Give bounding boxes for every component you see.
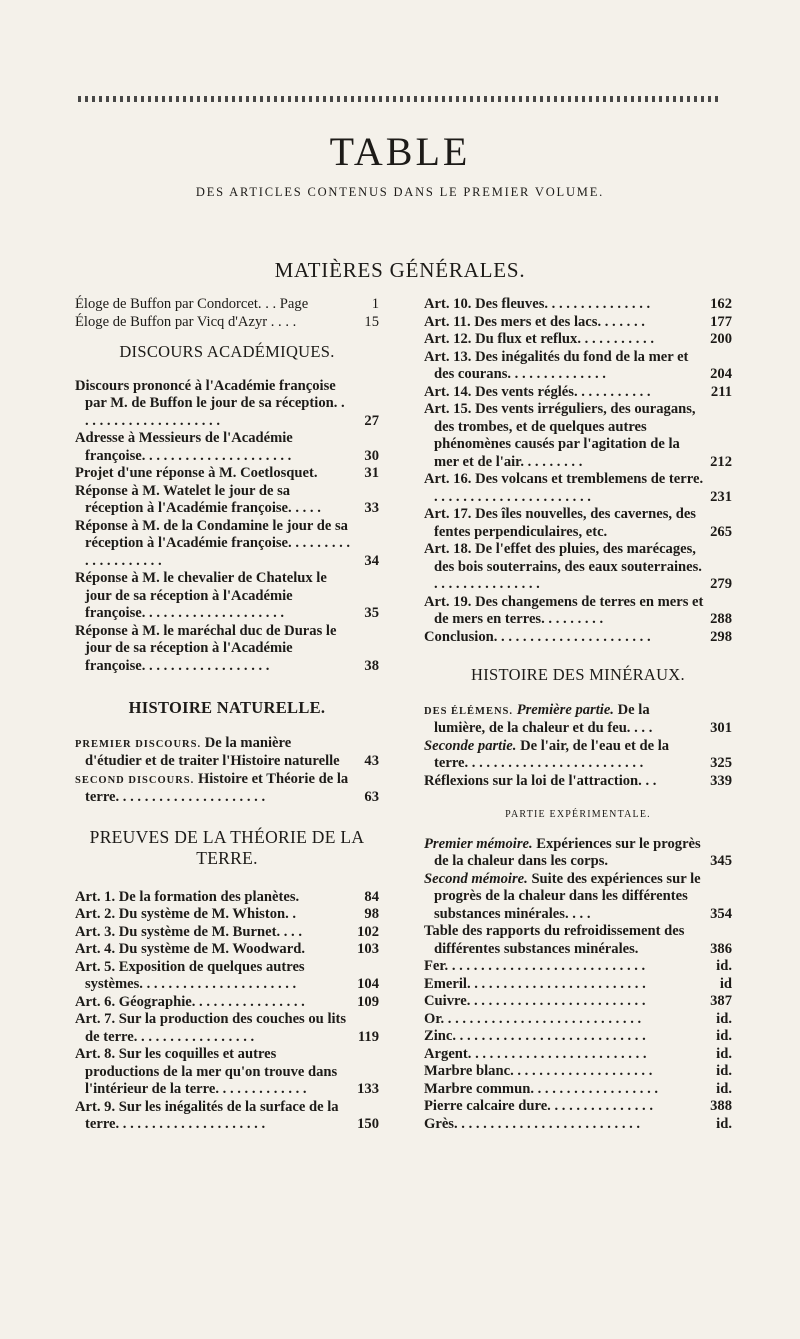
entry-text — [75, 465, 351, 483]
entry-text — [424, 836, 704, 871]
entry-page-number: 98 — [364, 906, 379, 922]
entry-text — [75, 1099, 351, 1134]
entry-page-number: id. — [716, 1115, 732, 1132]
entry-text — [424, 296, 704, 314]
toc-entry — [75, 296, 379, 314]
entry-page-number: 109 — [357, 993, 379, 1010]
entry-text — [75, 430, 351, 465]
entry-page-number: 386 — [710, 940, 732, 957]
entry-text — [424, 958, 704, 976]
toc-entry — [75, 465, 379, 483]
entry-title: Art. 8. Sur les coquilles et autres productions de la mer qu'on trouve dans l'intérieur de la terre. . . . . . . . . . . . . — [75, 1046, 338, 1097]
entry-text — [75, 994, 351, 1012]
entry-text — [424, 594, 704, 629]
entry-title: Art. 2. Du système de M. Whiston. . — [75, 906, 297, 922]
entry-page-number: 204 — [710, 366, 732, 382]
toc-entry — [424, 871, 732, 924]
entry-page-number: 150 — [357, 1116, 379, 1132]
toc-entry — [75, 314, 379, 332]
toc-entry — [424, 506, 732, 541]
entry-text — [424, 1046, 704, 1064]
entry-text — [75, 1046, 351, 1099]
entry-text — [75, 735, 351, 771]
entry-title: Art. 13. Des inégalités du fond de la mer et des courans. . . . . . . . . . . . . . — [424, 348, 689, 382]
entry-text — [424, 773, 704, 791]
entry-text — [75, 941, 351, 959]
entry-text — [75, 906, 351, 924]
entry-page-number: id. — [716, 958, 732, 974]
entry-part: Premier mémoire. — [424, 835, 533, 852]
toc-entry — [424, 401, 732, 471]
entry-text — [424, 384, 704, 402]
entry-title: Réflexions sur la loi de l'attraction. . . — [424, 772, 657, 789]
entry-lead: PREMIER DISCOURS. — [75, 738, 202, 750]
entry-title: Histoire et Théorie de la terre. . . . . . . . . . . . . . . . . . . . . — [85, 770, 349, 805]
entry-title: Réponse à M. de la Condamine le jour de sa réception à l'Académie françoise. . . . . . . . . . . . . . . . . . . . — [75, 517, 351, 569]
entry-page-number: 103 — [357, 941, 379, 957]
entry-text — [424, 314, 704, 332]
entry-text — [75, 959, 351, 994]
entry-page-number: 38 — [364, 657, 379, 674]
entry-page-number: 31 — [364, 465, 379, 481]
entry-page-number: 301 — [710, 720, 732, 736]
entry-page-number: 27 — [364, 412, 379, 429]
entry-title: Art. 6. Géographie. . . . . . . . . . . . . . . . — [75, 993, 305, 1010]
entry-page-number: 265 — [710, 523, 732, 540]
toc-entry — [424, 594, 732, 629]
toc-entry — [424, 1098, 732, 1116]
entry-title: Expériences sur le progrès de la chaleur dans les corps. — [434, 835, 701, 869]
toc-entry — [424, 836, 732, 871]
entry-page-number: 84 — [364, 888, 379, 905]
entry-page-number: id. — [716, 1010, 732, 1027]
entry-page-number: 279 — [710, 576, 732, 592]
entry-text — [75, 378, 351, 431]
entry-title: Fer. . . . . . . . . . . . . . . . . . . . . . . . . . . . — [424, 958, 646, 974]
toc-entry — [424, 1011, 732, 1029]
entry-page-number: 212 — [710, 453, 732, 470]
toc-entry — [424, 993, 732, 1011]
entry-title: Marbre blanc. . . . . . . . . . . . . . . . . . . . — [424, 1063, 653, 1079]
entry-title: Art. 1. De la formation des planètes. — [75, 888, 300, 905]
entry-text — [424, 923, 704, 958]
entry-text — [75, 924, 351, 942]
entry-title: Réponse à M. Watelet le jour de sa réception à l'Académie françoise. . . . . — [75, 482, 321, 516]
toc-entry — [424, 773, 732, 791]
entry-part: Seconde partie. — [424, 737, 517, 754]
toc-entry — [75, 1011, 379, 1046]
toc-entry — [75, 518, 379, 571]
entry-page-number: 15 — [364, 313, 379, 330]
entry-page-number: id. — [716, 1080, 732, 1097]
entry-part: Première partie. — [516, 701, 614, 718]
toc-entry — [424, 349, 732, 384]
entry-lead: SECOND DISCOURS. — [75, 774, 195, 786]
entry-title: Éloge de Buffon par Condorcet. . . Page — [75, 296, 309, 312]
entry-page-number: 34 — [364, 552, 379, 569]
toc-entry — [75, 924, 379, 942]
toc-entry — [424, 296, 732, 314]
toc-entry — [424, 384, 732, 402]
toc-entry — [424, 702, 732, 738]
entry-page-number: 35 — [364, 605, 379, 621]
entry-title: Art. 14. Des vents réglés. . . . . . . . . . . — [424, 383, 651, 400]
entry-text — [424, 1011, 704, 1029]
entry-title: Conclusion. . . . . . . . . . . . . . . . . . . . . . — [424, 628, 651, 645]
entry-title: Art. 5. Exposition de quelques autres systèmes. . . . . . . . . . . . . . . . . . . . . . — [75, 958, 305, 992]
entry-page-number: id. — [716, 1063, 732, 1079]
main-heading: MATIÈRES GÉNÉRALES. — [274, 258, 526, 282]
entry-title: Pierre calcaire dure. . . . . . . . . . . . . . . — [424, 1098, 653, 1114]
entry-text — [424, 331, 704, 349]
entry-title: Art. 4. Du système de M. Woodward. — [75, 941, 305, 957]
entry-text — [424, 629, 704, 647]
entry-page-number: 177 — [710, 313, 732, 330]
entry-text — [424, 1063, 704, 1081]
histoire-naturelle-list — [75, 735, 379, 807]
toc-entry — [424, 331, 732, 349]
entry-title: Adresse à Messieurs de l'Académie françoise. . . . . . . . . . . . . . . . . . . . . — [75, 430, 293, 464]
entry-title: Emeril. . . . . . . . . . . . . . . . . . . . . . . . . — [424, 975, 646, 992]
toc-entry — [75, 1099, 379, 1134]
entry-title: Art. 3. Du système de M. Burnet. . . . — [75, 923, 302, 940]
entry-page-number: 30 — [364, 447, 379, 464]
entry-page-number: 288 — [710, 611, 732, 627]
toc-entry — [424, 1116, 732, 1134]
toc-entry — [424, 1028, 732, 1046]
toc-entry — [75, 623, 379, 676]
toc-entry — [424, 1046, 732, 1064]
entry-page-number: 133 — [357, 1081, 379, 1097]
entry-title: Art. 7. Sur la production des couches ou lits de terre. . . . . . . . . . . . . . . . . — [75, 1011, 347, 1045]
ornament-rule — [78, 96, 718, 102]
toc-entry — [75, 378, 379, 431]
toc-entry — [75, 941, 379, 959]
entry-title: Art. 11. Des mers et des lacs. . . . . . . — [424, 313, 645, 330]
subtitle: DES ARTICLES CONTENUS DANS LE PREMIER VOLUME. — [195, 185, 605, 199]
entry-title: Projet d'une réponse à M. Coetlosquet. — [75, 465, 318, 481]
entry-text — [75, 570, 351, 623]
toc-entry — [424, 923, 732, 958]
entry-text — [424, 702, 704, 738]
articles-list — [424, 296, 732, 646]
toc-entry — [75, 889, 379, 907]
eloges-list — [75, 296, 379, 331]
entry-part: Second mémoire. — [424, 870, 528, 887]
entry-page-number: 325 — [710, 755, 732, 771]
entry-text — [75, 518, 351, 571]
left-column — [75, 296, 379, 1134]
toc-entry — [75, 430, 379, 465]
entry-title: Discours prononcé à l'Académie françoise par M. de Buffon le jour de sa réception. . . . . . . . . . . . . . . . . . . . . — [75, 377, 345, 429]
entry-text — [424, 471, 704, 506]
entry-page-number: 63 — [364, 789, 379, 805]
toc-entry — [424, 541, 732, 594]
entry-title: Réponse à M. le maréchal duc de Duras le jour de sa réception à l'Académie françoise. . . . . . . . . . . . . . . . . . — [75, 622, 337, 674]
entry-page-number: id. — [716, 1045, 732, 1062]
entry-page-number: 387 — [710, 993, 732, 1009]
entry-page-number: 200 — [710, 331, 732, 347]
toc-entry — [75, 771, 379, 807]
entry-text — [424, 349, 704, 384]
toc-entry — [424, 976, 732, 994]
right-column — [424, 296, 732, 1133]
entry-page-number: id — [719, 975, 732, 992]
toc-entry — [424, 738, 732, 773]
preuves-heading: PREUVES DE LA THÉORIE DE LA TERRE. — [89, 826, 365, 868]
entry-title: Cuivre. . . . . . . . . . . . . . . . . . . . . . . . . — [424, 993, 646, 1009]
entry-title: Table des rapports du refroidissement des différentes substances minérales. — [424, 923, 685, 957]
toc-entry — [424, 471, 732, 506]
entry-title: De l'air, de l'eau et de la terre. . . . . . . . . . . . . . . . . . . . . . . . . — [434, 737, 670, 771]
preuves-articles-list — [75, 889, 379, 1134]
entry-text — [424, 993, 704, 1011]
entry-page-number: 211 — [710, 383, 732, 400]
toc-entry — [75, 1046, 379, 1099]
entry-page-number: 162 — [710, 296, 732, 312]
toc-entry — [75, 735, 379, 771]
entry-title: Grès. . . . . . . . . . . . . . . . . . . . . . . . . . — [424, 1115, 641, 1132]
entry-page-number: 33 — [364, 500, 379, 516]
entry-page-number: 345 — [710, 853, 732, 869]
entry-text — [424, 1028, 704, 1046]
entry-text — [424, 506, 704, 541]
toc-entry — [75, 959, 379, 994]
substances-list — [424, 958, 732, 1133]
entry-text — [424, 738, 704, 773]
toc-entry — [424, 1063, 732, 1081]
entry-title: Art. 12. Du flux et reflux. . . . . . . . . . . — [424, 331, 654, 347]
entry-text — [75, 623, 351, 676]
discours-heading: DISCOURS ACADÉMIQUES. — [119, 342, 335, 361]
entry-title: Suite des expériences sur le progrès de la chaleur dans les différentes substances minérales. . . . — [434, 870, 701, 922]
toc-entry — [424, 958, 732, 976]
entry-text — [424, 1081, 704, 1099]
entry-title: De la lumière, de la chaleur et du feu. . . . — [434, 701, 653, 736]
entry-text — [424, 401, 704, 471]
entry-page-number: 119 — [357, 1028, 379, 1045]
entry-text — [75, 296, 351, 314]
entry-title: Art. 10. Des fleuves. . . . . . . . . . . . . . . — [424, 296, 651, 312]
entry-page-number: 104 — [357, 976, 379, 992]
entry-page-number: 339 — [710, 772, 732, 789]
entry-text — [75, 771, 351, 807]
entry-text — [75, 1011, 351, 1046]
entry-title: Réponse à M. le chevalier de Chatelux le jour de sa réception à l'Académie françoise. . . . . . . . . . . . . . . . . . . . — [75, 570, 327, 621]
entry-title: Art. 15. Des vents irréguliers, des ouragans, des trombes, et de quelques autres phénomènes causés par l'agitation de la mer et de l'air. . . . . . . . . — [424, 401, 696, 470]
toc-entry — [75, 483, 379, 518]
entry-title: Art. 16. Des volcans et tremblemens de terre. . . . . . . . . . . . . . . . . . . . . . . — [424, 471, 704, 505]
toc-entry — [424, 629, 732, 647]
entry-text — [75, 483, 351, 518]
entry-title: De la manière d'étudier et de traiter l'Histoire naturelle — [85, 734, 340, 769]
entry-text — [75, 889, 351, 907]
entry-page-number: 388 — [710, 1098, 732, 1114]
entry-title: Éloge de Buffon par Vicq d'Azyr . . . . — [75, 313, 297, 330]
entry-text — [424, 1098, 704, 1116]
entry-page-number: 43 — [364, 753, 379, 769]
toc-entry — [424, 314, 732, 332]
elemens-list — [424, 702, 732, 791]
toc-entry — [75, 994, 379, 1012]
histoire-naturelle-heading: HISTOIRE NATURELLE. — [128, 698, 326, 717]
entry-title: Art. 18. De l'effet des pluies, des marécages, des bois souterrains, des eaux souterraines. . . . . . . . . . . . . . . . — [424, 541, 702, 592]
entry-title: Marbre commun. . . . . . . . . . . . . . . . . . — [424, 1080, 659, 1097]
entry-page-number: 102 — [357, 923, 379, 940]
discours-list — [75, 378, 379, 676]
page-title: TABLE — [329, 129, 471, 174]
entry-text — [424, 1116, 704, 1134]
toc-entry — [75, 570, 379, 623]
entry-page-number: 354 — [710, 905, 732, 922]
entry-title: Art. 17. Des îles nouvelles, des cavernes, des fentes perpendiculaires, etc. — [424, 506, 696, 540]
entry-text — [75, 314, 351, 332]
entry-page-number: 298 — [710, 628, 732, 645]
entry-title: Art. 19. Des changemens de terres en mers et de mers en terres. . . . . . . . . — [424, 593, 704, 627]
entry-text — [424, 871, 704, 924]
memoires-list — [424, 836, 732, 959]
toc-entry — [424, 1081, 732, 1099]
entry-text — [424, 976, 704, 994]
entry-page-number: 231 — [710, 488, 732, 505]
histoire-mineraux-heading: HISTOIRE DES MINÉRAUX. — [471, 665, 685, 684]
entry-title: Zinc. . . . . . . . . . . . . . . . . . . . . . . . . . . — [424, 1028, 646, 1044]
entry-title: Or. . . . . . . . . . . . . . . . . . . . . . . . . . . . — [424, 1010, 642, 1027]
entry-text — [424, 541, 704, 594]
partie-experimentale-heading: PARTIE EXPÉRIMENTALE. — [505, 809, 651, 820]
entry-title: Argent. . . . . . . . . . . . . . . . . . . . . . . . . — [424, 1045, 647, 1062]
entry-title: Art. 9. Sur les inégalités de la surface de la terre. . . . . . . . . . . . . . . . . . . . . — [75, 1098, 339, 1132]
entry-page-number: 1 — [371, 296, 379, 312]
entry-page-number: id. — [716, 1028, 732, 1044]
entry-lead: DES ÉLÉMENS. — [424, 705, 514, 717]
toc-entry — [75, 906, 379, 924]
